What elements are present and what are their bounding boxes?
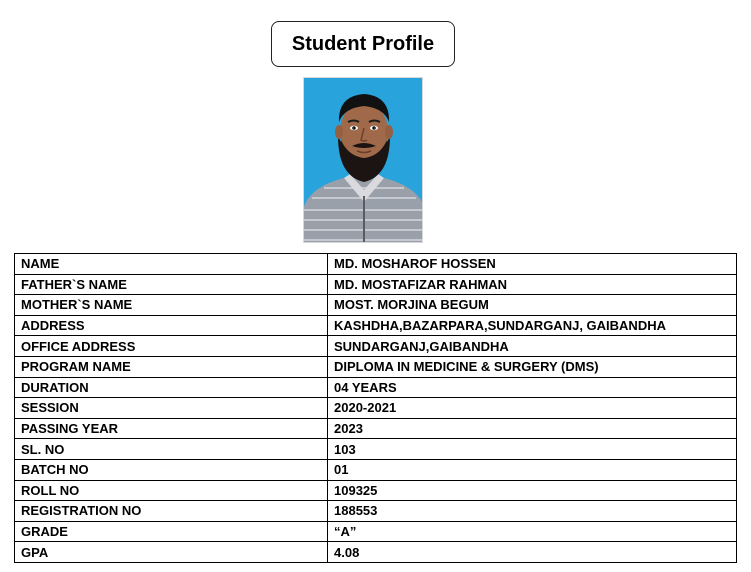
field-label: GPA	[15, 542, 328, 563]
table-row	[15, 274, 737, 295]
field-value: KASHDHA,BAZARPARA,SUNDARGANJ, GAIBANDHA	[328, 315, 737, 336]
field-label: GRADE	[15, 521, 328, 542]
field-label: OFFICE ADDRESS	[15, 336, 328, 357]
field-label: ADDRESS	[15, 315, 328, 336]
field-label: REGISTRATION NO	[15, 501, 328, 522]
table-row	[15, 480, 737, 501]
table-row	[15, 459, 737, 480]
field-value: 109325	[328, 480, 737, 501]
page-title-box	[271, 21, 455, 67]
field-label: SL. NO	[15, 439, 328, 460]
profile-table-body	[15, 254, 737, 563]
field-label: BATCH NO	[15, 459, 328, 480]
table-row	[15, 377, 737, 398]
field-label: ROLL NO	[15, 480, 328, 501]
field-label: PROGRAM NAME	[15, 356, 328, 377]
field-value: DIPLOMA IN MEDICINE & SURGERY (DMS)	[328, 356, 737, 377]
field-value: 188553	[328, 501, 737, 522]
field-value: “A”	[328, 521, 737, 542]
table-row	[15, 439, 737, 460]
field-label: DURATION	[15, 377, 328, 398]
field-value: SUNDARGANJ,GAIBANDHA	[328, 336, 737, 357]
table-row	[15, 418, 737, 439]
field-value: 103	[328, 439, 737, 460]
table-row	[15, 542, 737, 563]
table-row	[15, 501, 737, 522]
table-row	[15, 295, 737, 316]
field-label: PASSING YEAR	[15, 418, 328, 439]
field-label: NAME	[15, 254, 328, 275]
field-value: 01	[328, 459, 737, 480]
field-value: MD. MOSTAFIZAR RAHMAN	[328, 274, 737, 295]
table-row	[15, 398, 737, 419]
page-title: Student Profile	[291, 32, 435, 55]
profile-table	[14, 253, 737, 563]
field-value: 4.08	[328, 542, 737, 563]
student-photo	[303, 77, 423, 243]
field-value: MOST. MORJINA BEGUM	[328, 295, 737, 316]
table-row	[15, 356, 737, 377]
student-photo-image	[304, 78, 423, 243]
field-value: 2020-2021	[328, 398, 737, 419]
field-value: MD. MOSHAROF HOSSEN	[328, 254, 737, 275]
table-row	[15, 315, 737, 336]
field-label: FATHER`S NAME	[15, 274, 328, 295]
field-label: SESSION	[15, 398, 328, 419]
field-value: 2023	[328, 418, 737, 439]
field-label: MOTHER`S NAME	[15, 295, 328, 316]
table-row	[15, 336, 737, 357]
table-row	[15, 521, 737, 542]
table-row	[15, 254, 737, 275]
field-value: 04 YEARS	[328, 377, 737, 398]
